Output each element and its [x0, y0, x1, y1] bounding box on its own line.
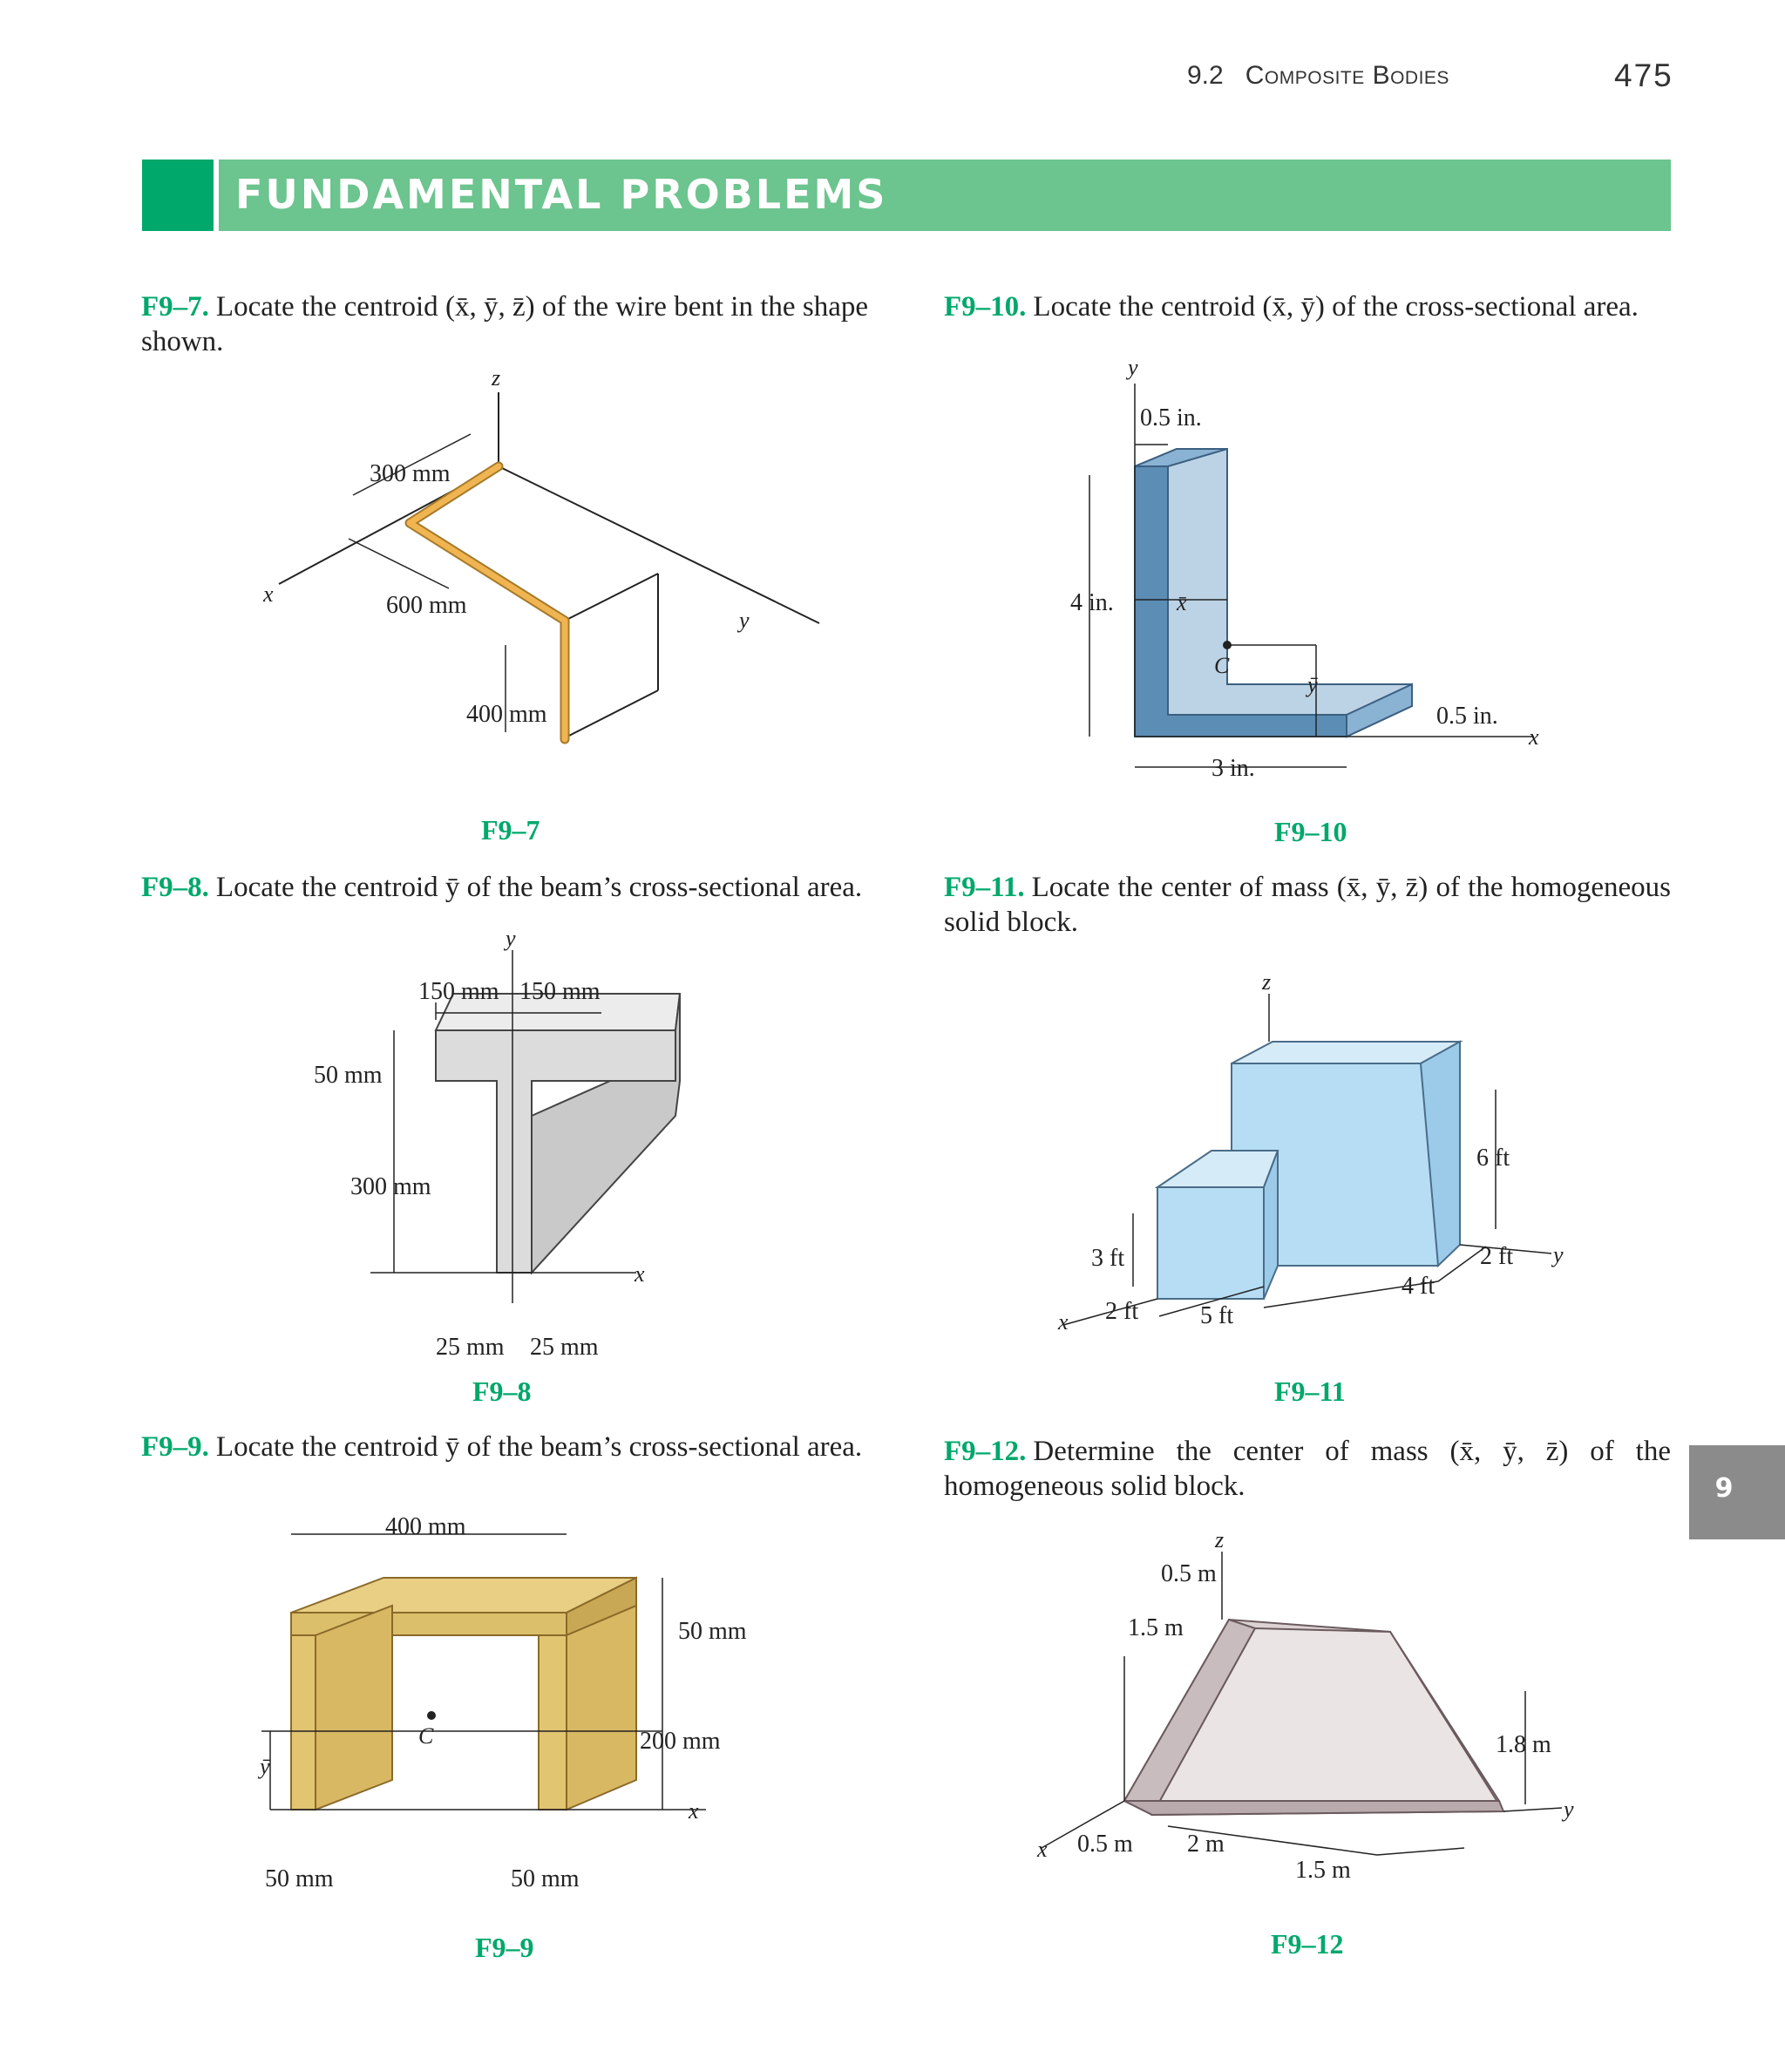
problem-f9-11: [944, 870, 1671, 940]
figure-caption: F9–11: [1274, 1376, 1346, 1407]
figure-caption: F9–7: [481, 814, 540, 846]
dim-label: 400 mm: [385, 1513, 466, 1540]
problem-id: F9–9.: [141, 1431, 209, 1463]
problem-text: Locate the centroid ȳ of the beam’s cross-sectional area.: [215, 872, 863, 903]
figure-f9-11: [1046, 959, 1586, 1360]
page-number: 475: [1614, 58, 1673, 93]
problem-f9-7: [141, 289, 868, 359]
problem-id: F9–8.: [141, 872, 209, 903]
dim-label: 50 mm: [265, 1865, 334, 1892]
ybar-label: ȳ: [260, 1754, 270, 1779]
figure-f9-10: [1063, 357, 1560, 793]
chapter-number: 9: [1714, 1473, 1734, 1504]
dim-label: 0.5 m: [1077, 1831, 1133, 1858]
y-axis-label: y: [1564, 1797, 1574, 1822]
banner-title: FUNDAMENTAL PROBLEMS: [235, 171, 888, 218]
dim-label: 50 mm: [314, 1062, 383, 1089]
dim-label: 400 mm: [466, 701, 547, 728]
x-axis-label: x: [1037, 1837, 1048, 1862]
dim-label: 150 mm: [519, 978, 601, 1005]
centroid-label: C: [1214, 653, 1230, 678]
problem-f9-10: [944, 289, 1671, 324]
problem-f9-9: [141, 1430, 868, 1464]
z-axis-label: z: [1215, 1527, 1225, 1552]
dim-label: 0.5 in.: [1436, 703, 1498, 730]
problem-text: Locate the centroid ȳ of the beam’s cross-sectional area.: [215, 1431, 863, 1463]
dim-label: 0.5 in.: [1140, 404, 1202, 431]
dim-label: 2 ft: [1105, 1298, 1139, 1325]
y-axis-label: y: [1128, 355, 1138, 380]
small-block-top: [1157, 1151, 1278, 1187]
xbar-label: x̄: [1177, 590, 1187, 615]
right-leg-front: [539, 1635, 567, 1810]
z-axis-label: z: [492, 365, 501, 391]
y-axis-label: y: [1553, 1242, 1564, 1267]
dim-label: 50 mm: [511, 1865, 580, 1892]
dim-label: 25 mm: [436, 1334, 505, 1361]
problem-id: F9–11.: [944, 872, 1025, 903]
x-axis-label: x: [263, 581, 274, 607]
figure-caption: F9–12: [1271, 1928, 1344, 1960]
left-leg-side: [316, 1606, 392, 1810]
ybar-label: ȳ: [1307, 672, 1318, 697]
x-axis-label: x: [1529, 724, 1539, 750]
figure-caption: F9–9: [475, 1932, 534, 1963]
dim-label: 5 ft: [1200, 1302, 1234, 1329]
figure-caption: F9–10: [1274, 816, 1347, 847]
problem-id: F9–7.: [141, 291, 209, 323]
dim-label: 1.8 m: [1496, 1731, 1551, 1758]
dim-label: 150 mm: [418, 978, 499, 1005]
construction-line: [562, 690, 658, 739]
small-block-front: [1157, 1187, 1264, 1299]
y-axis-label: y: [739, 608, 750, 633]
problem-text: Locate the centroid (x̄, ȳ) of the cross-sectional area.: [1033, 291, 1639, 323]
section-header: [1187, 61, 1449, 91]
figure-f9-8: [288, 926, 723, 1369]
figure-f9-9: [253, 1508, 758, 1926]
y-axis-label: y: [506, 926, 516, 951]
dim-label: 2 m: [1187, 1831, 1225, 1858]
dim-label: 3 in.: [1211, 755, 1255, 782]
dim-label: 200 mm: [640, 1728, 721, 1755]
problem-id: F9–12.: [944, 1436, 1027, 1467]
problem-f9-8: [141, 870, 868, 905]
section-number: 9.2: [1187, 61, 1224, 90]
dim-line: [1377, 1848, 1464, 1855]
banner-square: [142, 160, 214, 231]
dim-label: 300 mm: [370, 460, 451, 487]
dim-label: 4 in.: [1070, 589, 1114, 616]
centroid-dot: [1223, 641, 1232, 649]
centroid-dot: [427, 1711, 436, 1720]
figure-f9-7: [244, 366, 802, 802]
dim-label: 1.5 m: [1128, 1614, 1184, 1641]
y-axis-line: [1503, 1808, 1562, 1811]
figure-f9-12: [1028, 1517, 1586, 1918]
right-leg-side: [567, 1606, 636, 1810]
z-axis-label: z: [1262, 969, 1272, 995]
section-title: Composite Bodies: [1245, 61, 1449, 90]
banner-gap: [214, 160, 219, 231]
trapezoid-base-face: [1124, 1801, 1503, 1815]
problem-id: F9–10.: [944, 291, 1027, 323]
problem-text: Locate the center of mass (x̄, ȳ, z̄) of the homogeneous solid block.: [944, 872, 1671, 938]
dim-label: 300 mm: [350, 1173, 431, 1200]
dim-label: 600 mm: [386, 592, 467, 619]
construction-line: [565, 574, 658, 621]
dim-label: 4 ft: [1402, 1273, 1435, 1300]
dim-label: 3 ft: [1091, 1245, 1125, 1272]
x-axis-label: x: [689, 1798, 699, 1824]
dim-label: 50 mm: [678, 1618, 747, 1645]
problem-text: Locate the centroid (x̄, ȳ, z̄) of the wire bent in the shape shown.: [141, 291, 868, 357]
centroid-label: C: [418, 1723, 434, 1749]
dim-label: 6 ft: [1476, 1145, 1510, 1172]
x-axis-label: x: [635, 1261, 645, 1287]
dim-line: [349, 539, 449, 588]
dim-label: 0.5 m: [1161, 1560, 1217, 1587]
dim-label: 2 ft: [1480, 1243, 1514, 1270]
trapezoid-front-face: [1152, 1628, 1503, 1815]
dim-label: 25 mm: [530, 1334, 599, 1361]
x-axis-label: x: [1058, 1309, 1069, 1335]
problem-text: Determine the center of mass (x̄, ȳ, z̄) of the homogeneous solid block.: [944, 1436, 1671, 1502]
left-leg-front: [291, 1635, 316, 1810]
dim-label: 1.5 m: [1295, 1857, 1351, 1884]
figure-caption: F9–8: [472, 1376, 532, 1407]
problem-f9-12: [944, 1434, 1671, 1504]
